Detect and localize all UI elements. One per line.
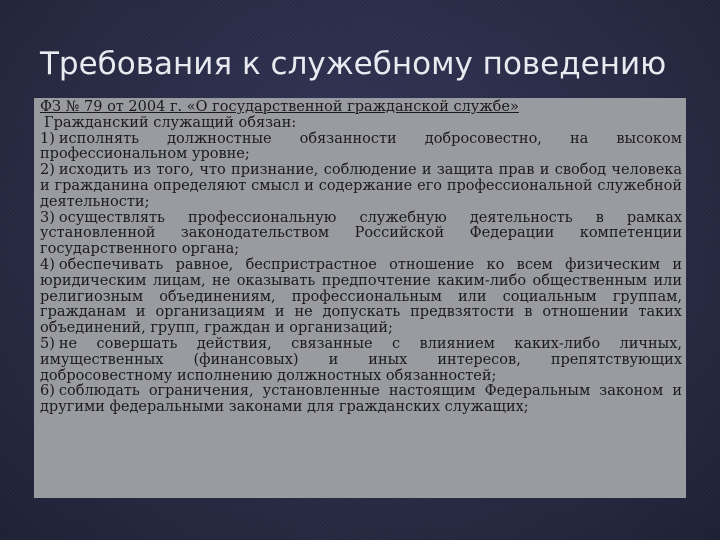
duty-text: исполнять должностные обязанности добросовестно, на высоком профессиональном уровне; xyxy=(40,130,682,163)
duty-text: обеспечивать равное, беспристрастное отношение ко всем физическим и юридическим лицам, не оказывать предпочтение каким-либо общественным или религиозным объединениям, профессиональным или социальным группам, гражданам и организациям и не допускать предвзятости в отношении таких объединений, групп, граждан и организаций; xyxy=(40,256,682,337)
duty-text: исходить из того, что признание, соблюдение и защита прав и свобод человека и гражданина определяют смысл и содержание его профессиональной служебной деятельности; xyxy=(40,162,682,210)
duty-item-5 xyxy=(40,337,682,384)
duty-number: 5) xyxy=(40,335,55,352)
panel-content xyxy=(34,98,686,416)
slide-title: Требования к служебному поведению xyxy=(40,46,667,82)
duty-number: 3) xyxy=(40,209,55,226)
duty-item-6 xyxy=(40,384,682,416)
duty-text: осуществлять профессиональную служебную деятельность в рамках установленной законодательством Российской Федерации компетенции государственного органа; xyxy=(40,209,682,258)
intro-text: Гражданский служащий обязан: xyxy=(44,114,297,131)
duty-text: не совершать действия, связанные с влиянием каких-либо личных, имущественных (финансовых) и иных интересов, препятствующих добросовестному исполнению должностных обязанностей; xyxy=(40,335,682,384)
duty-item-4 xyxy=(40,258,682,337)
law-reference: ФЗ № 79 от 2004 г. «О государственной гражданской службе» xyxy=(40,99,519,115)
duty-text: соблюдать ограничения, установленные настоящим Федеральным законом и другими федеральными законами для гражданских служащих; xyxy=(40,383,682,416)
duty-item-3 xyxy=(40,211,682,258)
duty-number: 6) xyxy=(40,383,55,400)
text-panel xyxy=(34,98,686,498)
duty-item-2 xyxy=(40,163,682,210)
duty-number: 4) xyxy=(40,256,55,273)
duty-item-1 xyxy=(40,132,682,164)
duty-number: 1) xyxy=(40,130,55,147)
duty-number: 2) xyxy=(40,162,55,179)
